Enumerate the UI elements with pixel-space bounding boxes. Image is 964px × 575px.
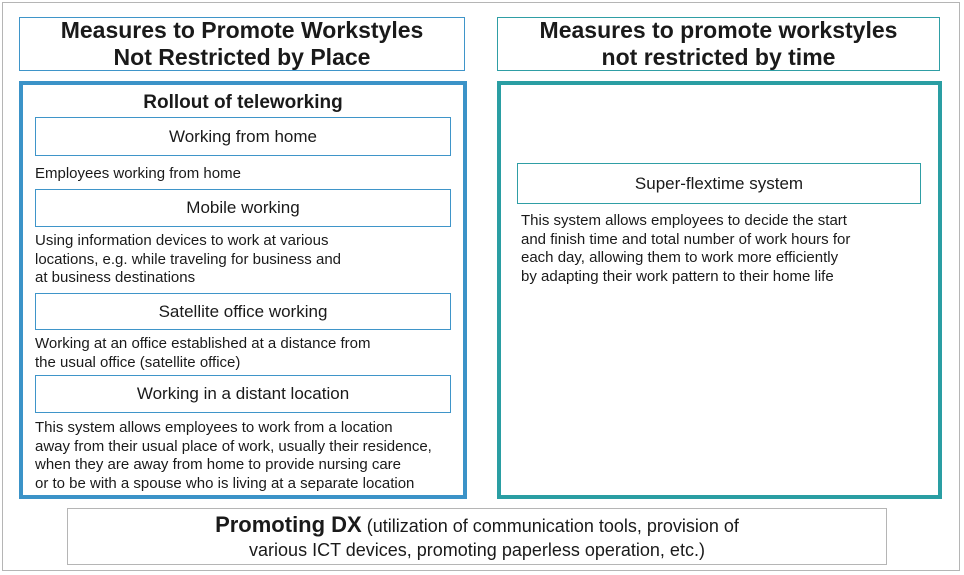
satellite-office-box — [35, 293, 451, 330]
distant-location-label: Working in a distant location — [136, 384, 350, 403]
desc-line: This system allows employees to decide the start — [521, 212, 847, 229]
time-header-line1: Measures to promote workstyles — [539, 17, 898, 43]
desc-line: Using information devices to work at various — [35, 232, 329, 249]
place-measures-header — [19, 17, 465, 71]
desc-line: and finish time and total number of work hours for — [521, 230, 851, 248]
mobile-working-box — [35, 189, 451, 227]
desc-line: by adapting their work pattern to their home life — [521, 267, 834, 285]
mobile-working-label: Mobile working — [186, 198, 300, 217]
desc-line: away from their usual place of work, usually their residence, — [35, 437, 432, 455]
teleworking-title: Rollout of teleworking — [143, 92, 343, 113]
working-from-home-label: Working from home — [168, 126, 317, 146]
desc-line: Working at an office established at a distance from — [35, 335, 371, 352]
place-header-line2: Not Restricted by Place — [113, 44, 371, 70]
mobile-working-desc — [35, 232, 341, 288]
time-header-line2: not restricted by time — [601, 44, 836, 70]
desc-line: at business destinations — [35, 269, 196, 286]
dx-title: Promoting DX — [215, 512, 362, 537]
satellite-office-desc — [35, 335, 370, 372]
working-from-home-box — [35, 117, 451, 156]
distant-location-box — [35, 375, 451, 413]
desc-line: Employees working from home — [35, 165, 241, 182]
desc-line: the usual office (satellite office) — [35, 353, 241, 371]
dx-line1 — [68, 513, 886, 538]
super-flextime-desc — [521, 212, 921, 286]
satellite-office-label: Satellite office working — [158, 301, 328, 321]
desc-line: or to be with a spouse who is living at a separate location — [35, 474, 415, 492]
time-measures-header — [497, 17, 940, 71]
promoting-dx-box — [67, 508, 887, 565]
working-from-home-desc — [35, 165, 241, 184]
desc-line: when they are away from home to provide nursing care — [35, 456, 402, 473]
super-flextime-box — [517, 163, 921, 204]
distant-location-desc — [35, 419, 432, 493]
desc-line: each day, allowing them to work more efficiently — [521, 249, 839, 266]
desc-line: locations, e.g. while traveling for business and — [35, 250, 342, 268]
flextime-panel — [497, 81, 942, 499]
super-flextime-label: Super-flextime system — [634, 173, 804, 193]
dx-detail-line1: (utilization of communication tools, provision of — [361, 516, 739, 536]
teleworking-panel — [19, 81, 467, 499]
dx-detail-line2: various ICT devices, promoting paperless operation, etc.) — [249, 540, 705, 560]
desc-line: This system allows employees to work from a location — [35, 419, 393, 436]
place-header-line1: Measures to Promote Workstyles — [60, 17, 424, 43]
